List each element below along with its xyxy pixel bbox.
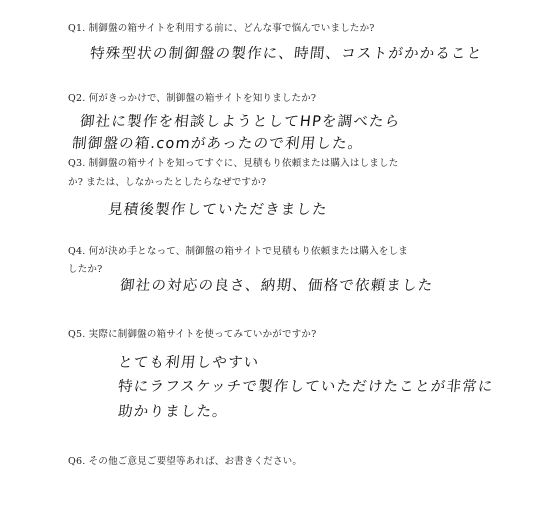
answer-3: 見積後製作していただきました [107, 202, 329, 218]
answer-2-line-2: 制御盤の箱.comがあったので利用した。 [71, 136, 365, 152]
question-6: Q6. その他ご意見ご要望等あれば、お書きください。 [68, 456, 303, 467]
question-3-line-2: か? または、しなかったとしたらなぜですか? [68, 177, 267, 188]
answer-5-line-1: とても利用しやすい [117, 355, 261, 371]
question-5: Q5. 実際に制御盤の箱サイトを使ってみていかがですか? [68, 329, 317, 340]
question-1: Q1. 制御盤の箱サイトを利用する前に、どんな事で悩んでいましたか? [68, 23, 375, 34]
question-3-line-1: Q3. 制御盤の箱サイトを知ってすぐに、見積もり依頼または購入はしました [68, 158, 399, 169]
answer-5-line-3: 助かりました。 [117, 404, 229, 420]
answer-1: 特殊型状の制御盤の製作に、時間、コストがかかること [89, 46, 484, 62]
question-4-line-2: したか? [68, 264, 103, 275]
answer-5-line-2: 特にラフスケッチで製作していただけたことが非常に [117, 379, 495, 395]
question-2: Q2. 何がきっかけで、制御盤の箱サイトを知りましたか? [68, 93, 317, 104]
answer-2-line-1: 御社に製作を相談しようとしてHPを調べたら [79, 114, 402, 130]
question-4-line-1: Q4. 何が決め手となって、制御盤の箱サイトで見積もり依頼または購入をしま [68, 246, 408, 257]
answer-4: 御社の対応の良さ、納期、価格で依頼ました [119, 278, 435, 294]
